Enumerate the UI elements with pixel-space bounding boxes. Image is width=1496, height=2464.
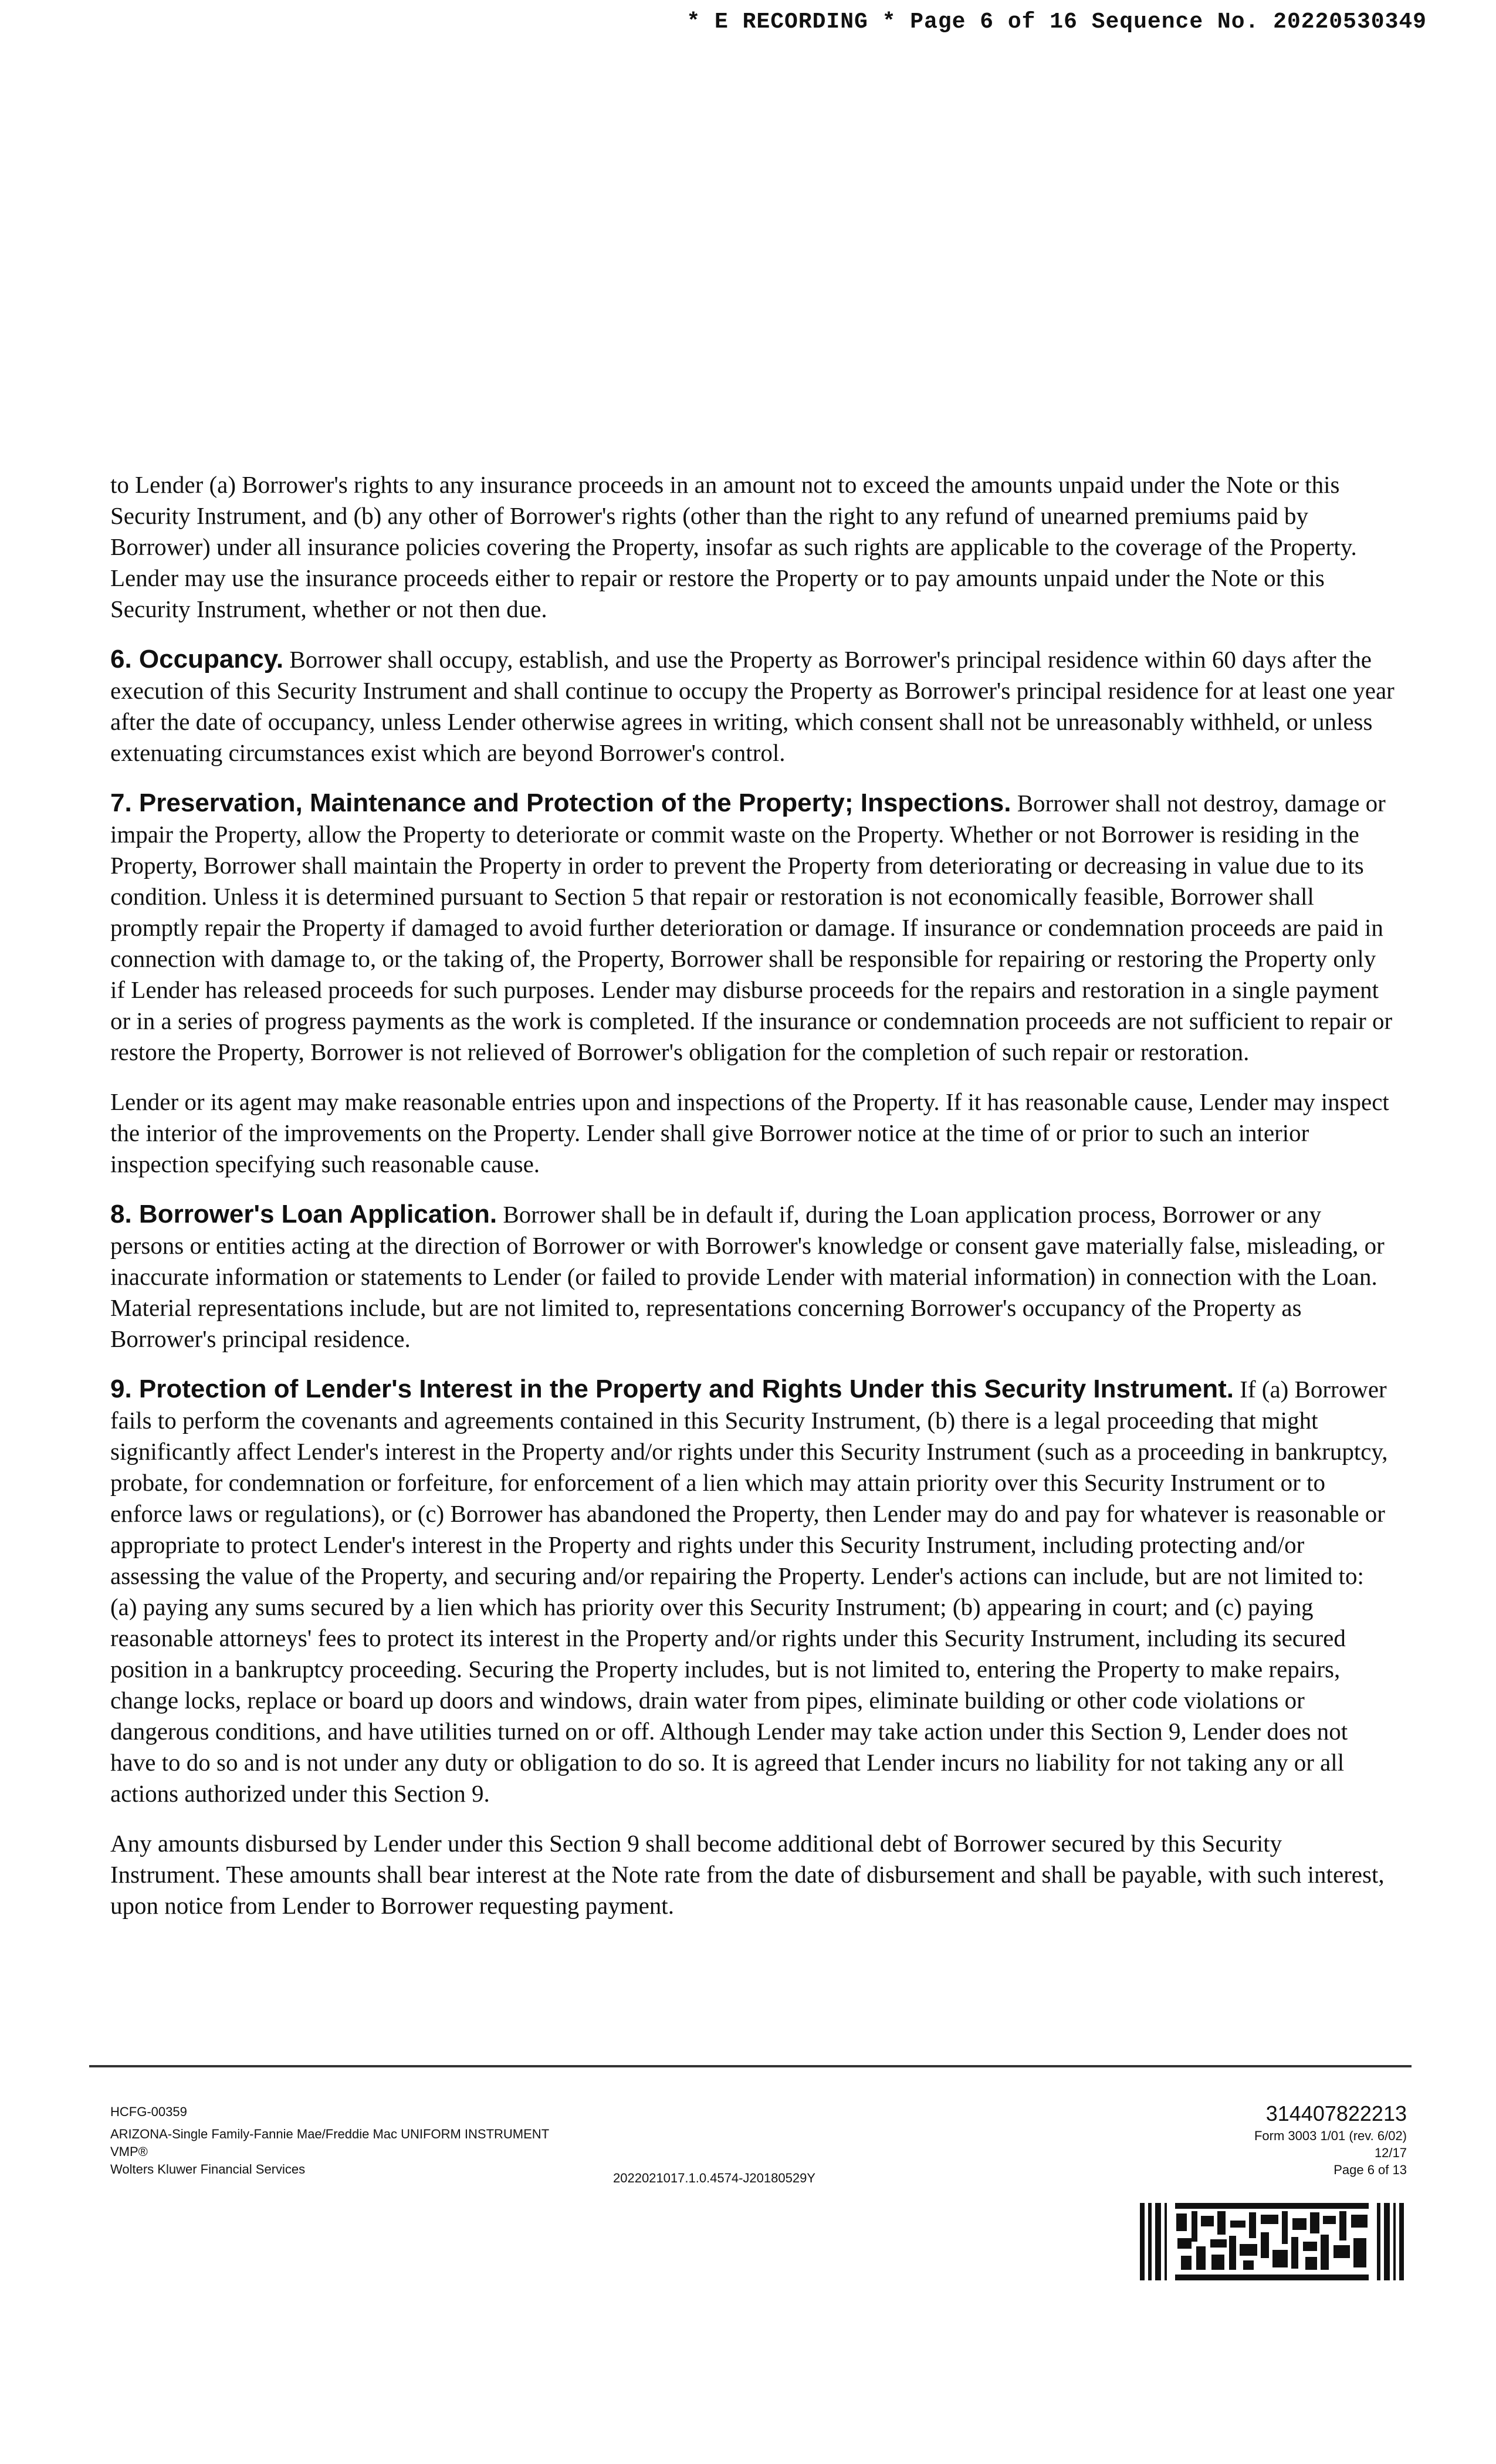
form-number: Form 3003 1/01 (rev. 6/02) (1254, 2128, 1407, 2143)
section-9-text: If (a) Borrower fails to perform the covenants and agreements contained in this Security Instrument, (b) there is a legal proceeding that might significantly affect Lender's interest in the Property and/or rights under this Security Instrument (such as a proceeding in bankruptcy, probate, for condemnation or forfeiture, for enforcement of a lien which may attain priority over this Security Instrument or to enforce laws or regulations), or (c) Borrower has abandoned the Property, then Lender may do and pay for whatever is reasonable or appropriate to protect Lender's interest in the Property and rights under this Security Instrument, including protecting and/or assessing the value of the Property, and securing and/or repairing the Property. Lender's actions can include, but are not limited to: (a) paying any sums secured by a lien which has priority over this Security Instrument; (b) appearing in court; and (c) paying reasonable attorneys' fees to protect its interest in the Property and/or rights under this Security Instrument, including its secured position in a bankruptcy proceeding. Securing the Property includes, but is not limited to, entering the Property to make repairs, change locks, replace or board up doors and windows, drain water from pipes, eliminate building or other code violations or dangerous conditions, and have utilities turned on or off. Although Lender may take action under this Section 9, Lender does not have to do so and is not under any duty or obligation to do so. It is agreed that Lender incurs no liability for not taking any or all actions authorized under this Section 9. (110, 1376, 1388, 1807)
section-8-text: Borrower shall be in default if, during the Loan application process, Borrower or any persons or entities acting at the direction of Borrower or with Borrower's knowledge or consent gave materially false, misleading, or inaccurate information or statements to Lender (or failed to provide Lender with material information) in connection with the Loan. Material representations include, but are not limited to, representations concerning Borrower's occupancy of the Property as Borrower's principal residence. (110, 1201, 1385, 1352)
barcode-icon (1140, 2203, 1404, 2280)
section-8-loan-application (110, 1199, 1395, 1355)
page-label: Page 6 of 13 (1333, 2162, 1407, 2177)
document-id: 2022021017.1.0.4574-J20180529Y (613, 2171, 815, 2185)
section-6-heading: 6. Occupancy. (110, 645, 284, 673)
section-9-protection (110, 1373, 1395, 1809)
publisher-name: Wolters Kluwer Financial Services (110, 2162, 306, 2177)
footer-divider (89, 2065, 1412, 2067)
section-8-heading: 8. Borrower's Loan Application. (110, 1200, 497, 1228)
section-9-disbursement-paragraph: Any amounts disbursed by Lender under this Section 9 shall become additional debt of Borrower secured by this Security Instrument. These amounts shall bear interest at the Note rate from the date of disbursement and shall be payable, with such interest, upon notice from Lender to Borrower requesting payment. (110, 1830, 1385, 1919)
section-6-text: Borrower shall occupy, establish, and use the Property as Borrower's principal residence within 60 days after the execution of this Security Instrument and shall continue to occupy the Property as Borrower's principal residence for at least one year after the date of occupancy, unless Lender otherwise agrees in writing, which consent shall not be unreasonably withheld, or unless extenuating circumstances exist which are beyond Borrower's control. (110, 646, 1395, 766)
vmp-mark: VMP® (110, 2144, 148, 2159)
instrument-title: ARIZONA-Single Family-Fannie Mae/Freddie Mac UNIFORM INSTRUMENT (110, 2127, 550, 2141)
section-7-inspection-paragraph: Lender or its agent may make reasonable entries upon and inspections of the Property. If it has reasonable cause, Lender may inspect the interior of the improvements on the Property. Lender shall give Borrower notice at the time of or prior to such an interior inspection specifying such reasonable cause. (110, 1088, 1389, 1177)
section-7-heading: 7. Preservation, Maintenance and Protection of the Property; Inspections. (110, 788, 1011, 817)
insurance-continuation-paragraph: to Lender (a) Borrower's rights to any insurance proceeds in an amount not to exceed the amounts unpaid under the Note or this Security Instrument, and (b) any other of Borrower's rights (other than the right to any refund of unearned premiums paid by Borrower) under all insurance policies covering the Property, insofar as such rights are applicable to the coverage of the Property. Lender may use the insurance proceeds either to repair or restore the Property or to pay amounts unpaid under the Note or this Security Instrument, whether or not then due. (110, 471, 1357, 622)
section-7-text: Borrower shall not destroy, damage or impair the Property, allow the Property to deteriorate or commit waste on the Property. Whether or not Borrower is residing in the Property, Borrower shall maintain the Property in order to prevent the Property from deteriorating or decreasing in value due to its condition. Unless it is determined pursuant to Section 5 that repair or restoration is not economically feasible, Borrower shall promptly repair the Property if damaged to avoid further deterioration or damage. If insurance or condemnation proceeds are paid in connection with damage to, or the taking of, the Property, Borrower shall be responsible for repairing or restoring the Property only if Lender has released proceeds for such purposes. Lender may disburse proceeds for the repairs and restoration in a single payment or in a series of progress payments as the work is completed. If the insurance or condemnation proceeds are not sufficient to repair or restore the Property, Borrower is not relieved of Borrower's obligation for the completion of such repair or restoration. (110, 790, 1393, 1065)
section-7-preservation (110, 787, 1395, 1068)
footer-right-block (1254, 2100, 1407, 2178)
section-6-occupancy (110, 644, 1395, 769)
footer-left-block (110, 2103, 549, 2178)
section-9-heading: 9. Protection of Lender's Interest in the Property and Rights Under this Security Instrument. (110, 1375, 1234, 1403)
recording-header: * E RECORDING * Page 6 of 16 Sequence No. 20220530349 (686, 9, 1427, 35)
document-body (110, 469, 1395, 1940)
loan-number: 314407822213 (1265, 2101, 1407, 2125)
revision-date: 12/17 (1374, 2145, 1407, 2160)
form-code: HCFG-00359 (110, 2104, 187, 2119)
